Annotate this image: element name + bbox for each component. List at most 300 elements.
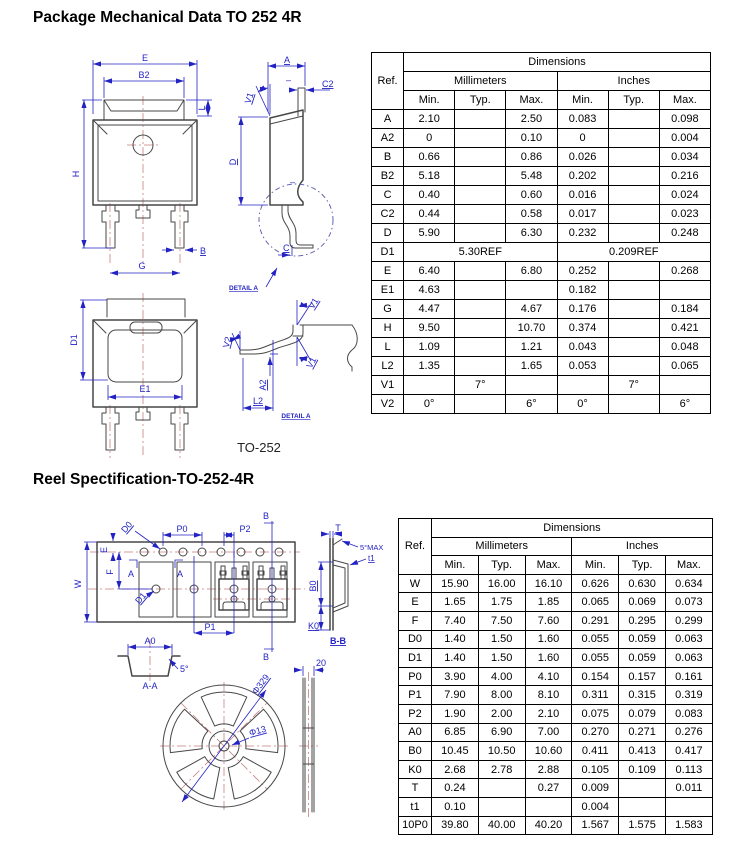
value-cell: 0.634 [665, 574, 712, 593]
ref-cell: T [399, 779, 432, 798]
dim-label-V2: V2 [220, 335, 234, 349]
value-cell: 1.60 [525, 649, 572, 668]
detail-a-caption: DETAIL A [281, 413, 311, 420]
value-cell: 10.60 [525, 742, 572, 761]
front-view [71, 53, 212, 273]
ref-cell: B2 [372, 167, 404, 186]
value-cell: 16.00 [478, 574, 525, 593]
value-cell: 2.78 [478, 760, 525, 779]
value-cell: 0.009 [572, 779, 619, 798]
value-cell: 2.88 [525, 760, 572, 779]
value-cell: 0.113 [665, 760, 712, 779]
col-header-minmax: Max. [665, 556, 712, 575]
table-row [399, 611, 713, 630]
value-cell: 10.50 [478, 742, 525, 761]
value-cell: 0.295 [619, 611, 666, 630]
value-cell [608, 319, 659, 338]
value-cell: 0.055 [572, 630, 619, 649]
value-cell: 0.271 [619, 723, 666, 742]
value-cell [404, 376, 455, 395]
value-cell: 7.00 [525, 723, 572, 742]
value-cell: 6.85 [432, 723, 479, 742]
package-dimensions-table [371, 52, 711, 414]
ref-cell: W [399, 574, 432, 593]
table-row [372, 129, 711, 148]
value-cell: 0.626 [572, 574, 619, 593]
dim-label-L2: L2 [252, 396, 264, 406]
table-row [399, 574, 713, 593]
ref-cell: G [372, 300, 404, 319]
table-row [372, 186, 711, 205]
dash-mark-2: – [290, 177, 296, 187]
value-cell: 40.20 [525, 816, 572, 835]
value-cell [455, 281, 506, 300]
reel-front-view [160, 672, 290, 812]
dim-label-B: B [200, 246, 207, 256]
value-cell: 0.048 [659, 338, 710, 357]
value-cell: 0.059 [619, 649, 666, 668]
value-cell: 4.00 [478, 667, 525, 686]
value-cell: 0.004 [659, 129, 710, 148]
section-caption-B-B: B-B [330, 636, 346, 646]
value-cell: 0° [404, 395, 455, 414]
package-mechanical-drawing [55, 48, 375, 462]
value-cell: 40.00 [478, 816, 525, 835]
value-cell: 0.069 [619, 593, 666, 612]
value-cell [455, 110, 506, 129]
col-header-minmax: Typ. [608, 91, 659, 110]
value-cell [557, 376, 608, 395]
table-row [372, 110, 711, 129]
value-cell: 7° [455, 376, 506, 395]
value-cell: 0.154 [572, 667, 619, 686]
ref-cell: P2 [399, 704, 432, 723]
dim-label-T: T [335, 523, 341, 533]
value-cell: 0.10 [506, 129, 557, 148]
dim-label-A0: A0 [144, 636, 156, 646]
merged-value-cell: 0.209REF [557, 243, 711, 262]
value-cell [619, 779, 666, 798]
table-row [399, 723, 713, 742]
value-cell: 0.66 [404, 148, 455, 167]
value-cell [608, 167, 659, 186]
ref-cell: t1 [399, 797, 432, 816]
value-cell [455, 357, 506, 376]
side-view [228, 55, 334, 292]
value-cell: 7° [608, 376, 659, 395]
value-cell: 0.276 [665, 723, 712, 742]
value-cell: 39.80 [432, 816, 479, 835]
tape-top-view [73, 511, 305, 662]
value-cell [608, 338, 659, 357]
col-header-minmax: Min. [432, 556, 479, 575]
value-cell: 0.063 [665, 630, 712, 649]
value-cell [455, 148, 506, 167]
dim-label-E: E [99, 546, 109, 554]
value-cell: 0.40 [404, 186, 455, 205]
value-cell [455, 338, 506, 357]
col-header-unit: Millimeters [404, 72, 557, 91]
value-cell: 0.017 [557, 205, 608, 224]
col-header-minmax: Max. [659, 91, 710, 110]
table-row [372, 357, 711, 376]
ref-cell: C [372, 186, 404, 205]
value-cell: 0.27 [525, 779, 572, 798]
ref-cell: V2 [372, 395, 404, 414]
value-cell: 0.063 [665, 649, 712, 668]
dim-label-t1: t1 [368, 554, 375, 563]
table-row [372, 167, 711, 186]
value-cell: 0.315 [619, 686, 666, 705]
value-cell: 1.90 [432, 704, 479, 723]
section-label-B-bottom: B [263, 652, 270, 662]
col-header-unit: Inches [557, 72, 711, 91]
table-row [372, 148, 711, 167]
value-cell: 0.024 [659, 186, 710, 205]
value-cell: 0.073 [665, 593, 712, 612]
value-cell: 0.182 [557, 281, 608, 300]
dash-mark-1: – [286, 75, 292, 85]
value-cell [455, 205, 506, 224]
value-cell: 4.67 [506, 300, 557, 319]
value-cell: 0.299 [665, 611, 712, 630]
value-cell: 0.157 [619, 667, 666, 686]
value-cell: 0.176 [557, 300, 608, 319]
value-cell: 0.86 [506, 148, 557, 167]
ref-cell: 10P0 [399, 816, 432, 835]
value-cell: 0.161 [665, 667, 712, 686]
value-cell: 0.026 [557, 148, 608, 167]
value-cell: 1.567 [572, 816, 619, 835]
detail-a-callout: DETAIL A [229, 285, 259, 292]
value-cell [608, 148, 659, 167]
table-row [399, 686, 713, 705]
value-cell: 0.098 [659, 110, 710, 129]
table-row [372, 319, 711, 338]
ref-cell: L [372, 338, 404, 357]
value-cell: 2.50 [506, 110, 557, 129]
reel-dimensions-table [398, 518, 713, 835]
value-cell [455, 129, 506, 148]
ref-cell: P0 [399, 667, 432, 686]
table-row [399, 704, 713, 723]
value-cell: 0.44 [404, 205, 455, 224]
value-cell: 2.00 [478, 704, 525, 723]
value-cell: 0.417 [665, 742, 712, 761]
value-cell: 4.63 [404, 281, 455, 300]
value-cell: 9.50 [404, 319, 455, 338]
ref-cell: D1 [372, 243, 404, 262]
package-caption: TO-252 [237, 440, 281, 455]
value-cell [455, 262, 506, 281]
reel-specification-drawing [50, 505, 400, 848]
dim-label-dia13: Φ13 [247, 723, 268, 738]
table-row [372, 205, 711, 224]
value-cell [608, 186, 659, 205]
value-cell: 6.40 [404, 262, 455, 281]
value-cell: 0.270 [572, 723, 619, 742]
dim-label-P2: P2 [239, 524, 251, 534]
value-cell: 0.075 [572, 704, 619, 723]
value-cell [619, 797, 666, 816]
value-cell: 1.575 [619, 816, 666, 835]
dim-label-dia329: Φ329 [249, 672, 272, 697]
table-row [372, 338, 711, 357]
value-cell: 0.421 [659, 319, 710, 338]
value-cell [608, 395, 659, 414]
col-header-minmax: Typ. [478, 556, 525, 575]
col-header-minmax: Max. [506, 91, 557, 110]
value-cell [455, 224, 506, 243]
value-cell: 5.48 [506, 167, 557, 186]
ref-cell: A2 [372, 129, 404, 148]
col-header-minmax: Max. [525, 556, 572, 575]
ref-cell: H [372, 319, 404, 338]
value-cell: 0.311 [572, 686, 619, 705]
value-cell: 0.202 [557, 167, 608, 186]
section1-title: Package Mechanical Data TO 252 4R [33, 9, 302, 26]
reel-side-view [294, 658, 326, 818]
value-cell: 1.35 [404, 357, 455, 376]
value-cell: 2.68 [432, 760, 479, 779]
ref-cell: B0 [399, 742, 432, 761]
dim-label-E: E [141, 53, 149, 63]
value-cell: 0.252 [557, 262, 608, 281]
value-cell: 4.10 [525, 667, 572, 686]
value-cell: 0.011 [665, 779, 712, 798]
value-cell [608, 262, 659, 281]
dim-label-A2: A2 [258, 379, 268, 391]
value-cell: 0 [557, 129, 608, 148]
dim-label-E1: E1 [139, 384, 151, 394]
section-label-A-left: A [128, 569, 135, 579]
value-cell: 1.583 [665, 816, 712, 835]
dim-label-G: G [138, 261, 146, 271]
dim-label-B0: B0 [308, 580, 318, 592]
dim-label-D0: D0 [119, 519, 135, 535]
value-cell [478, 797, 525, 816]
value-cell [455, 395, 506, 414]
value-cell: 0.105 [572, 760, 619, 779]
table-row [372, 224, 711, 243]
value-cell [506, 376, 557, 395]
col-header-minmax: Min. [572, 556, 619, 575]
value-cell: 0.065 [659, 357, 710, 376]
ref-cell: D0 [399, 630, 432, 649]
value-cell: 7.90 [432, 686, 479, 705]
col-header-unit: Millimeters [432, 537, 572, 556]
dim-label-P0: P0 [176, 524, 188, 534]
value-cell: 0.248 [659, 224, 710, 243]
value-cell: 0.034 [659, 148, 710, 167]
table-row [399, 649, 713, 668]
value-cell: 10.45 [432, 742, 479, 761]
value-cell: 0.184 [659, 300, 710, 319]
value-cell: 10.70 [506, 319, 557, 338]
table-row [399, 742, 713, 761]
table-row [372, 395, 711, 414]
value-cell: 0.630 [619, 574, 666, 593]
value-cell [665, 797, 712, 816]
value-cell: 0.232 [557, 224, 608, 243]
value-cell: 0.413 [619, 742, 666, 761]
value-cell: 1.50 [478, 649, 525, 668]
dim-label-V1-top: V1 [306, 296, 321, 311]
value-cell: 0.109 [619, 760, 666, 779]
value-cell: 0.065 [572, 593, 619, 612]
value-cell: 0.216 [659, 167, 710, 186]
value-cell [608, 129, 659, 148]
col-header-minmax: Typ. [455, 91, 506, 110]
value-cell: 1.40 [432, 649, 479, 668]
dim-label-5deg-max: 5°MAX [360, 543, 384, 552]
table-row [399, 760, 713, 779]
value-cell: 1.50 [478, 630, 525, 649]
value-cell: 6.30 [506, 224, 557, 243]
value-cell: 0.004 [572, 797, 619, 816]
ref-cell: L2 [372, 357, 404, 376]
value-cell: 0° [557, 395, 608, 414]
table-row [372, 281, 711, 300]
value-cell: 1.85 [525, 593, 572, 612]
value-cell: 16.10 [525, 574, 572, 593]
col-header-unit: Inches [572, 537, 712, 556]
dim-label-F: F [105, 569, 115, 575]
ref-cell: A0 [399, 723, 432, 742]
value-cell [478, 779, 525, 798]
value-cell: 6.90 [478, 723, 525, 742]
value-cell [608, 224, 659, 243]
value-cell: 0.059 [619, 630, 666, 649]
dim-label-W: W [73, 579, 83, 589]
table-row [372, 262, 711, 281]
dim-label-5deg: 5° [180, 664, 189, 674]
value-cell: 0.055 [572, 649, 619, 668]
value-cell: 3.90 [432, 667, 479, 686]
value-cell [455, 319, 506, 338]
dim-label-K0: K0 [308, 621, 320, 631]
col-header-minmax: Min. [557, 91, 608, 110]
value-cell [608, 205, 659, 224]
dim-label-D1: D1 [69, 334, 79, 346]
value-cell: 7.60 [525, 611, 572, 630]
value-cell: 0.023 [659, 205, 710, 224]
value-cell: 0.016 [557, 186, 608, 205]
section-caption-A-A: A-A [142, 681, 158, 691]
table-title-dimensions: Dimensions [404, 53, 711, 72]
value-cell: 1.65 [432, 593, 479, 612]
value-cell: 8.10 [525, 686, 572, 705]
table-row [399, 816, 713, 835]
dim-label-A: A [283, 55, 291, 65]
detail-a-view [221, 296, 357, 420]
ref-cell: E [372, 262, 404, 281]
value-cell: 1.21 [506, 338, 557, 357]
value-cell: 0.10 [432, 797, 479, 816]
value-cell: 0.043 [557, 338, 608, 357]
col-header-ref: Ref. [399, 519, 432, 575]
dim-label-C: C [283, 243, 290, 253]
ref-cell: F [399, 611, 432, 630]
dim-label-V1-side: V1 [242, 91, 256, 105]
ref-cell: C2 [372, 205, 404, 224]
value-cell: 0.58 [506, 205, 557, 224]
ref-cell: E [399, 593, 432, 612]
value-cell: 0.411 [572, 742, 619, 761]
value-cell: 0.319 [665, 686, 712, 705]
dim-label-D: D [228, 158, 238, 166]
dim-label-H: H [71, 170, 81, 178]
col-header-minmax: Min. [404, 91, 455, 110]
dim-label-D1: D1 [133, 590, 149, 606]
dim-label-L: L [197, 105, 207, 111]
value-cell [608, 357, 659, 376]
value-cell: 5.18 [404, 167, 455, 186]
value-cell: 6° [659, 395, 710, 414]
back-view [69, 293, 197, 458]
merged-value-cell: 5.30REF [404, 243, 557, 262]
value-cell: 0.374 [557, 319, 608, 338]
value-cell [525, 797, 572, 816]
table-row [399, 797, 713, 816]
dim-label-B2: B2 [138, 70, 150, 80]
value-cell [659, 376, 710, 395]
section-label-A-right: A [177, 569, 184, 579]
ref-cell: E1 [372, 281, 404, 300]
dim-label-C2: C2 [322, 79, 334, 89]
value-cell: 0.079 [619, 704, 666, 723]
value-cell: 5.90 [404, 224, 455, 243]
value-cell [455, 186, 506, 205]
ref-cell: A [372, 110, 404, 129]
value-cell [608, 300, 659, 319]
table-row [399, 667, 713, 686]
value-cell [608, 110, 659, 129]
section2-title: Reel Spectification-TO-252-4R [33, 471, 255, 488]
value-cell: 2.10 [404, 110, 455, 129]
section-a-a-view [118, 636, 189, 691]
value-cell: 0.24 [432, 779, 479, 798]
table-row [399, 779, 713, 798]
value-cell: 1.40 [432, 630, 479, 649]
value-cell: 1.09 [404, 338, 455, 357]
value-cell: 7.40 [432, 611, 479, 630]
table-row [372, 300, 711, 319]
value-cell [659, 281, 710, 300]
table-title-dimensions: Dimensions [432, 519, 713, 538]
col-header-minmax: Typ. [619, 556, 666, 575]
value-cell [608, 281, 659, 300]
value-cell: 0.60 [506, 186, 557, 205]
table-row [399, 593, 713, 612]
value-cell: 0.083 [557, 110, 608, 129]
value-cell: 0.291 [572, 611, 619, 630]
ref-cell: D [372, 224, 404, 243]
value-cell: 8.00 [478, 686, 525, 705]
table-row [399, 630, 713, 649]
value-cell: 0 [404, 129, 455, 148]
section-label-B-top: B [263, 511, 270, 521]
col-header-ref: Ref. [372, 53, 404, 110]
value-cell: 15.90 [432, 574, 479, 593]
value-cell [455, 167, 506, 186]
ref-cell: P1 [399, 686, 432, 705]
value-cell: 2.10 [525, 704, 572, 723]
section-b-b-view [308, 523, 383, 646]
ref-cell: K0 [399, 760, 432, 779]
ref-cell: B [372, 148, 404, 167]
dim-label-P1: P1 [204, 622, 216, 632]
